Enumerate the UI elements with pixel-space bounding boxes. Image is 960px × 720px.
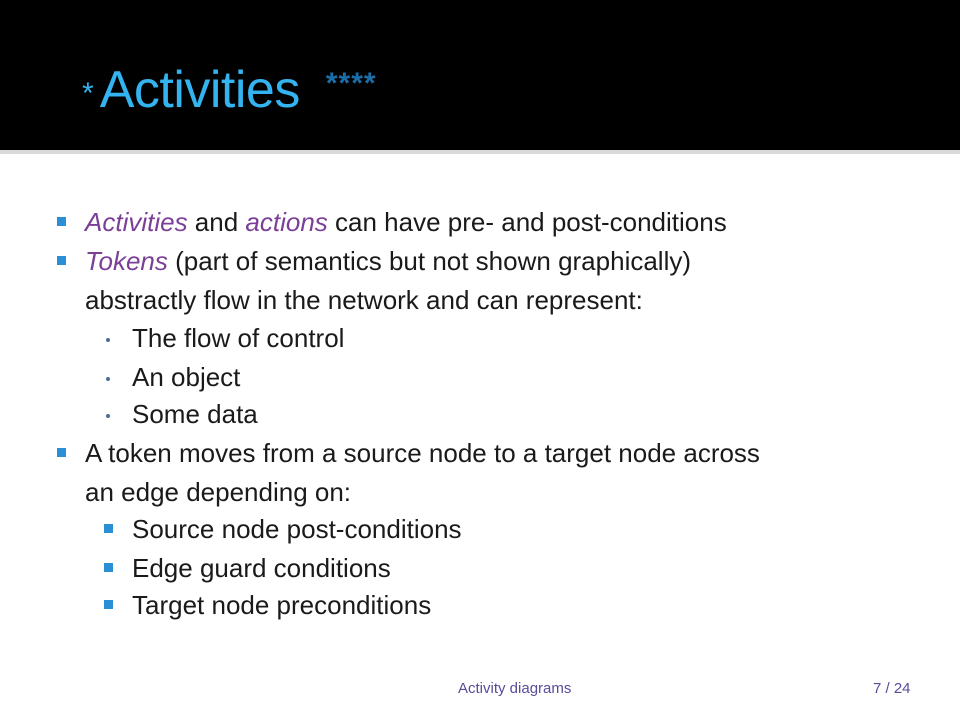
bullet-item [85, 245, 691, 277]
title-text: Activities [99, 61, 300, 119]
title-prefix-stars: * [82, 77, 94, 110]
dot-bullet-icon [106, 377, 110, 381]
bullet-item: A token moves from a source node to a target node across [85, 438, 760, 468]
square-bullet-icon [57, 448, 66, 457]
emphasis-text: actions [245, 207, 328, 237]
square-bullet-icon [104, 600, 113, 609]
square-bullet-icon [104, 524, 113, 533]
bullet-continuation: abstractly flow in the network and can represent: [85, 285, 643, 315]
footer-title: Activity diagrams [458, 680, 572, 697]
emphasis-text: Tokens [85, 246, 168, 276]
bullet-item [85, 206, 727, 238]
square-bullet-icon [57, 256, 66, 265]
dot-bullet-icon [106, 414, 110, 418]
bullet-continuation: an edge depending on: [85, 477, 352, 507]
sub-bullet-item: Edge guard conditions [132, 553, 391, 583]
sub-bullet-item: Source node post-conditions [132, 514, 462, 544]
emphasis-text: Activities [85, 207, 188, 237]
sub-bullet-item: An object [132, 362, 241, 392]
sub-bullet-item: The flow of control [132, 323, 345, 353]
bullet-text: and [187, 207, 246, 237]
bullet-text: can have pre- and post-conditions [327, 207, 727, 237]
dot-bullet-icon [106, 338, 110, 342]
title-divider [0, 150, 960, 154]
square-bullet-icon [57, 217, 66, 226]
sub-bullet-item: Some data [132, 399, 258, 429]
page-number: 7 / 24 [873, 680, 911, 697]
bullet-text: (part of semantics but not shown graphically) [167, 246, 692, 276]
title-suffix-stars: **** [325, 67, 377, 100]
square-bullet-icon [104, 563, 113, 572]
slide-title [82, 60, 377, 130]
sub-bullet-item: Target node preconditions [132, 590, 432, 620]
